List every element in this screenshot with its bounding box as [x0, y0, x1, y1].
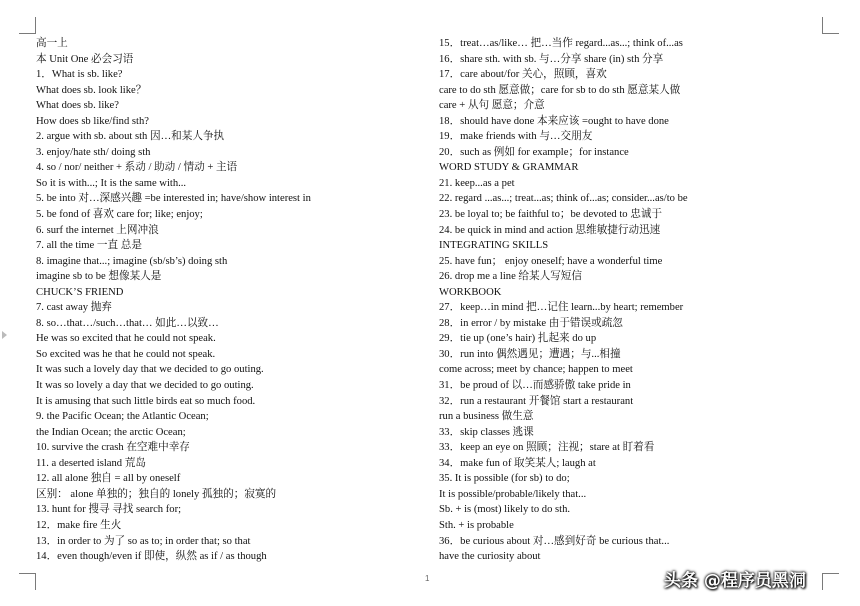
- text-line: Sb. + is (most) likely to do sth.: [439, 504, 571, 516]
- text-line: 13．in order to 为了 so as to; in order that; so that: [36, 535, 251, 547]
- text-line: 11. a deserted island 荒岛: [36, 457, 146, 469]
- text-line: 12. all alone 独自 = all by oneself: [36, 473, 181, 485]
- page-corner-mark-top-left: [19, 17, 36, 34]
- page-corner-mark-bottom-left: [19, 573, 36, 590]
- text-line: run a business 做生意: [439, 411, 534, 423]
- text-line: 36．be curious about 对…感到好奇 be curious that...: [439, 535, 670, 547]
- text-line: 25. have fun； enjoy oneself; have a wonderful time: [439, 255, 663, 267]
- text-line: 15．treat…as/like… 把…当作 regard...as...; think of...as: [439, 38, 683, 49]
- text-line: care to do sth 愿意做；care for sb to do sth 愿意某人做: [439, 84, 681, 96]
- page-number: 1: [425, 574, 430, 583]
- text-line: 28．in error / by mistake 由于错误或疏忽: [439, 317, 623, 329]
- text-line: 12．make fire 生火: [36, 519, 122, 531]
- text-line: 4. so / nor/ neither + 系动 / 助动 / 情动 + 主语: [36, 162, 238, 174]
- text-line: 高一上: [36, 38, 68, 49]
- text-line: care + 从句 愿意；介意: [439, 100, 545, 112]
- text-line: Sth. + is probable: [439, 519, 514, 531]
- text-line: 5. be fond of 喜欢 care for; like; enjoy;: [36, 209, 203, 221]
- text-line: 13. hunt for 搜寻 寻找 search for;: [36, 504, 182, 516]
- page-corner-mark-top-right: [822, 17, 839, 34]
- text-line: He was so excited that he could not speak.: [36, 333, 216, 345]
- watermark-logo-text: 头条 @程序员黑洞: [664, 571, 806, 591]
- text-line: WORKBOOK: [439, 286, 502, 298]
- right-text-column: [439, 36, 839, 565]
- text-line: 14．even though/even if 即使，纵然 as if / as though: [36, 551, 267, 563]
- text-line: 8. imagine that...; imagine (sb/sb’s) doing sth: [36, 255, 228, 267]
- text-line: 本 Unit One 必会习语: [36, 53, 134, 65]
- text-line: 7. all the time 一直 总是: [36, 240, 142, 252]
- text-line: 35. It is possible (for sb) to do;: [439, 473, 570, 485]
- left-text-column: [36, 36, 416, 565]
- text-line: 31．be proud of 以…而感骄傲 take pride in: [439, 380, 631, 392]
- text-line: come across; meet by chance; happen to meet: [439, 364, 633, 376]
- text-line: So excited was he that he could not speak.: [36, 348, 216, 360]
- text-line: 10. survive the crash 在空难中幸存: [36, 442, 190, 454]
- text-line: 33．keep an eye on 照顾；注视；stare at 盯着看: [439, 442, 655, 454]
- text-line: have the curiosity about: [439, 551, 541, 563]
- text-line: 5. be into 对…深感兴趣 =be interested in; have/show interest in: [36, 193, 311, 205]
- text-line: 22. regard ...as...; treat...as; think of...as; consider...as/to be: [439, 193, 688, 205]
- text-line: What does sb. like?: [36, 100, 119, 112]
- text-line: 30．run into 偶然遇见；遭遇；与...相撞: [439, 348, 621, 360]
- text-line: 区别： alone 单独的；独自的 lonely 孤独的；寂寞的: [36, 488, 277, 500]
- text-line: 19．make friends with 与…交朋友: [439, 131, 593, 143]
- text-line: It was so lovely a day that we decided to go outing.: [36, 380, 254, 392]
- text-line: 1．What is sb. like?: [36, 69, 123, 81]
- text-line: 20．such as 例如 for example；for instance: [439, 146, 629, 158]
- text-line: It is amusing that such little birds eat so much food.: [36, 395, 256, 407]
- page-edge-marker-icon: [2, 331, 7, 339]
- text-line: 21. keep...as a pet: [439, 177, 515, 189]
- text-line: 33．skip classes 逃课: [439, 426, 534, 438]
- text-line: 3. enjoy/hate sth/ doing sth: [36, 146, 151, 158]
- text-line: WORD STUDY & GRAMMAR: [439, 162, 579, 174]
- text-line: 26. drop me a line 给某人写短信: [439, 271, 582, 283]
- text-line: 34．make fun of 取笑某人; laugh at: [439, 457, 596, 469]
- text-line: How does sb like/find sth?: [36, 115, 149, 127]
- text-line: 7. cast away 抛弃: [36, 302, 112, 314]
- text-line: 24. be quick in mind and action 思维敏捷行动迅速: [439, 224, 661, 236]
- text-line: 16．share sth. with sb. 与…分享 share (in) sth 分享: [439, 53, 664, 65]
- text-line: the Indian Ocean; the arctic Ocean;: [36, 426, 186, 438]
- text-line: CHUCK’S FRIEND: [36, 286, 124, 298]
- text-line: 32．run a restaurant 开餐馆 start a restaurant: [439, 395, 634, 407]
- text-line: 27．keep…in mind 把…记住 learn...by heart; remember: [439, 302, 684, 314]
- text-line: 6. surf the internet 上网冲浪: [36, 224, 159, 236]
- text-line: It was such a lovely day that we decided to go outing.: [36, 364, 264, 376]
- text-line: 18．should have done 本来应该 =ought to have done: [439, 115, 669, 127]
- text-line: 29．tie up (one’s hair) 扎起来 do up: [439, 333, 597, 345]
- text-line: It is possible/probable/likely that...: [439, 488, 587, 500]
- text-line: What does sb. look like？: [36, 84, 147, 96]
- text-line: 8. so…that…/such…that… 如此…以致…: [36, 317, 219, 329]
- text-line: 23. be loyal to; be faithful to；be devoted to 忠诚于: [439, 209, 663, 221]
- text-line: 2. argue with sb. about sth 因…和某人争执: [36, 131, 225, 143]
- text-line: 9. the Pacific Ocean; the Atlantic Ocean;: [36, 411, 209, 423]
- text-line: So it is with...; It is the same with...: [36, 177, 187, 189]
- text-line: 17．care about/for 关心，照顾，喜欢: [439, 69, 607, 81]
- page-corner-mark-bottom-right: [822, 573, 839, 590]
- text-line: imagine sb to be 想像某人是: [36, 271, 162, 283]
- text-line: INTEGRATING SKILLS: [439, 240, 549, 252]
